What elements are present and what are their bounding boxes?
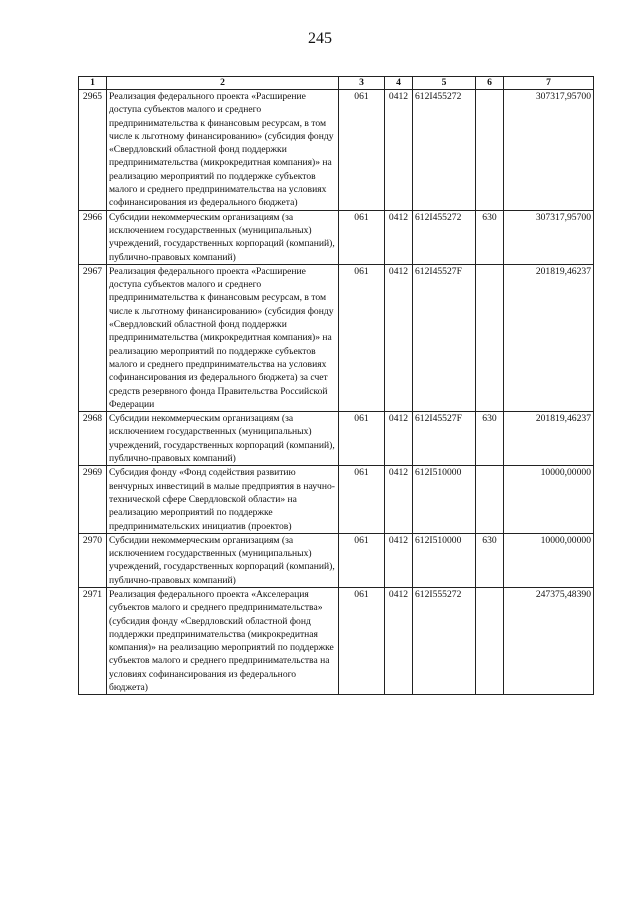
page-number: 245: [308, 30, 332, 47]
row-amount: 201819,46237: [504, 264, 594, 411]
row-description: Субсидия фонду «Фонд содействия развитию венчурных инвестиций в малые предприятия в научно-технической сфере Свердловской области» на реализацию мероприятий по поддержке предпринимательских инициатив (проектов): [107, 466, 339, 533]
row-expense-type: [476, 466, 504, 533]
row-description: Субсидии некоммерческим организациям (за исключением государственных (муниципальных) учреждений, государственных корпораций (компаний), публично-правовых компаний): [107, 210, 339, 264]
row-section-code: 0412: [385, 412, 413, 466]
row-target-code: 612I45527F: [413, 412, 476, 466]
row-section-code: 0412: [385, 587, 413, 694]
header-col-4: 4: [385, 77, 413, 90]
header-col-3: 3: [339, 77, 385, 90]
header-col-2: 2: [107, 77, 339, 90]
row-department-code: 061: [339, 210, 385, 264]
row-expense-type: [476, 587, 504, 694]
table-row: [79, 533, 594, 587]
header-col-1: 1: [79, 77, 107, 90]
row-number: 2967: [79, 264, 107, 411]
row-target-code: 612I555272: [413, 587, 476, 694]
row-target-code: 612I455272: [413, 210, 476, 264]
row-section-code: 0412: [385, 466, 413, 533]
row-description: Реализация федерального проекта «Расширение доступа субъектов малого и среднего предпринимательства к финансовым ресурсам, в том числе к льготному финансированию» (субсидия фонду «Свердловский областной фонд поддержки предпринимательства (микрокредитная компания)» на реализацию мероприятий по поддержке субъектов малого и среднего предпринимательства на условиях софинансирования из федерального бюджета) за счет средств резервного фонда Правительства Российской Федерации: [107, 264, 339, 411]
header-col-7: 7: [504, 77, 594, 90]
row-description: Субсидии некоммерческим организациям (за исключением государственных (муниципальных) учреждений, государственных корпораций (компаний), публично-правовых компаний): [107, 533, 339, 587]
header-row: [79, 77, 594, 90]
row-number: 2966: [79, 210, 107, 264]
table-row: [79, 210, 594, 264]
row-number: 2968: [79, 412, 107, 466]
row-expense-type: 630: [476, 533, 504, 587]
row-section-code: 0412: [385, 210, 413, 264]
row-amount: 10000,00000: [504, 533, 594, 587]
row-amount: 201819,46237: [504, 412, 594, 466]
header-col-5: 5: [413, 77, 476, 90]
table-row: [79, 90, 594, 211]
table-row: [79, 412, 594, 466]
row-expense-type: 630: [476, 412, 504, 466]
row-department-code: 061: [339, 587, 385, 694]
row-section-code: 0412: [385, 90, 413, 211]
row-number: 2970: [79, 533, 107, 587]
row-department-code: 061: [339, 90, 385, 211]
row-expense-type: [476, 264, 504, 411]
budget-table: [78, 76, 594, 695]
row-target-code: 612I455272: [413, 90, 476, 211]
row-department-code: 061: [339, 533, 385, 587]
row-expense-type: [476, 90, 504, 211]
table-row: [79, 466, 594, 533]
row-amount: 247375,48390: [504, 587, 594, 694]
row-description: Субсидии некоммерческим организациям (за исключением государственных (муниципальных) учреждений, государственных корпораций (компаний), публично-правовых компаний): [107, 412, 339, 466]
row-amount: 307317,95700: [504, 210, 594, 264]
row-number: 2971: [79, 587, 107, 694]
table-row: [79, 587, 594, 694]
row-description: Реализация федерального проекта «Расширение доступа субъектов малого и среднего предпринимательства к финансовым ресурсам, в том числе к льготному финансированию» (субсидия фонду «Свердловский областной фонд поддержки предпринимательства (микрокредитная компания)» на реализацию мероприятий по поддержке субъектов малого и среднего предпринимательства на условиях софинансирования из федерального бюджета): [107, 90, 339, 211]
row-amount: 10000,00000: [504, 466, 594, 533]
row-amount: 307317,95700: [504, 90, 594, 211]
row-department-code: 061: [339, 264, 385, 411]
row-department-code: 061: [339, 466, 385, 533]
row-target-code: 612I45527F: [413, 264, 476, 411]
row-section-code: 0412: [385, 264, 413, 411]
row-target-code: 612I510000: [413, 466, 476, 533]
table-row: [79, 264, 594, 411]
header-col-6: 6: [476, 77, 504, 90]
row-department-code: 061: [339, 412, 385, 466]
row-description: Реализация федерального проекта «Акселерация субъектов малого и среднего предпринимательства» (субсидия фонду «Свердловский областной фонд поддержки предпринимательства (микрокредитная компания)» на реализацию мероприятий по поддержке субъектов малого и среднего предпринимательства на условиях софинансирования из федерального бюджета): [107, 587, 339, 694]
row-number: 2965: [79, 90, 107, 211]
row-number: 2969: [79, 466, 107, 533]
row-section-code: 0412: [385, 533, 413, 587]
row-target-code: 612I510000: [413, 533, 476, 587]
row-expense-type: 630: [476, 210, 504, 264]
